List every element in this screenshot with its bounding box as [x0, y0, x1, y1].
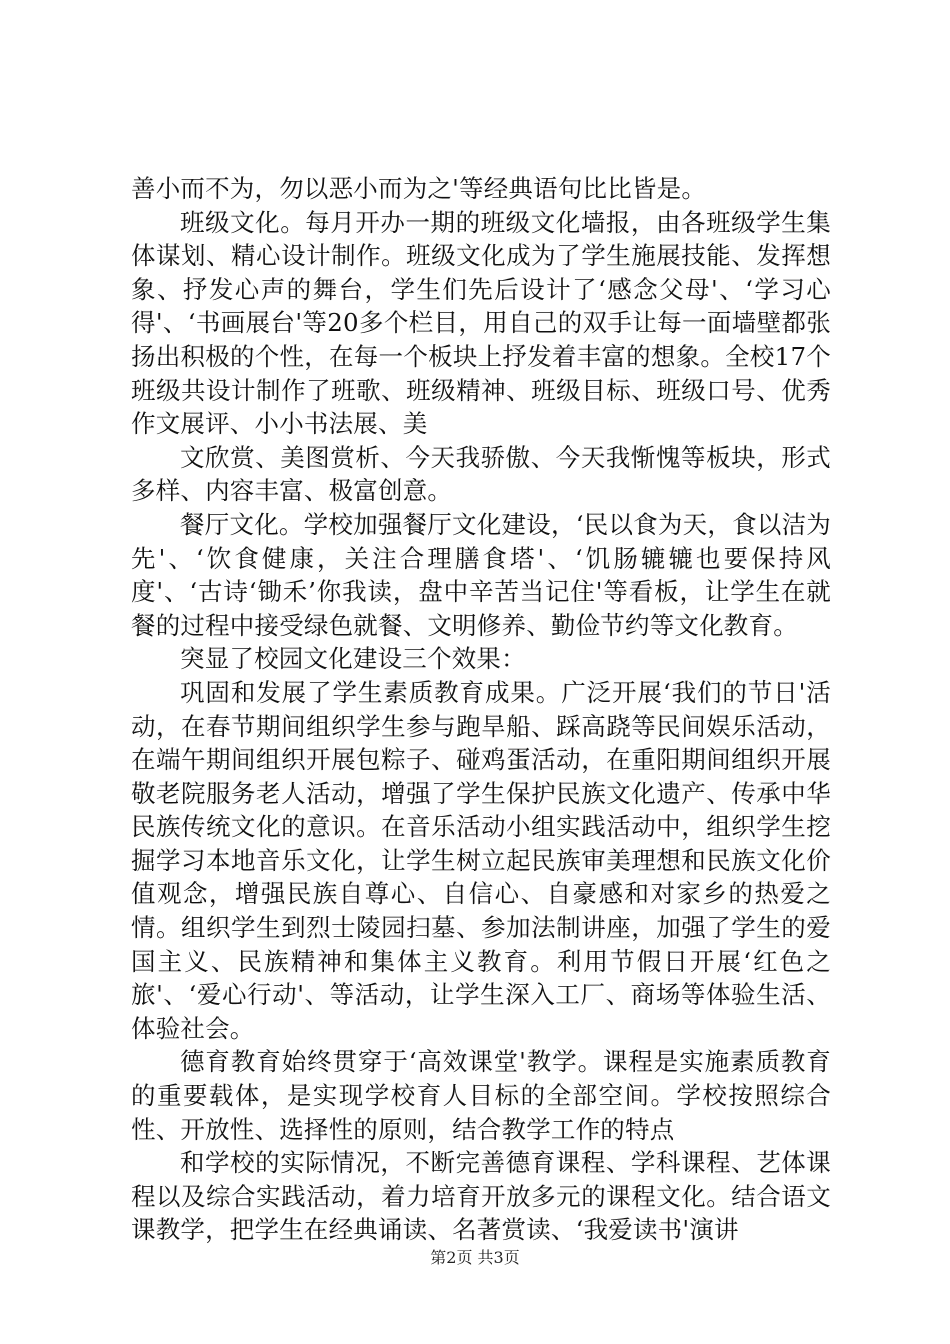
paragraph-moral-education: 德育教育始终贯穿于‘高效课堂'教学。课程是实施素质教育的重要载体，是实现学校育人目标的全部空间。学校按照综合性、开放性、选择性的原则，结合教学工作的特点	[131, 1047, 831, 1144]
page-number-footer: 第2页 共3页	[430, 1248, 520, 1267]
paragraph-class-culture-cont: 文欣赏、美图赏析、今天我骄傲、今天我惭愧等板块，形式多样、内容丰富、极富创意。	[131, 442, 831, 506]
paragraph-three-effects: 突显了校园文化建设三个效果：	[180, 644, 526, 674]
paragraph-canteen-culture: 餐厅文化。学校加强餐厅文化建设，‘民以食为天，食以洁为先'、‘饮食健康，关注合理膳食塔'、‘饥肠辘辘也要保持风度'、‘古诗‘锄禾’你我读，盘中辛苦当记住'等看板，让学生在就餐的过程中接受绿色就餐、文明修养、勤俭节约等文化教育。	[131, 509, 831, 640]
paragraph-curriculum: 和学校的实际情况，不断完善德育课程、学科课程、艺体课程以及综合实践活动，着力培育开放多元的课程文化。结合语文课教学，把学生在经典诵读、名著赏读、‘我爱读书'演讲	[131, 1148, 831, 1245]
paragraph-quality-education: 巩固和发展了学生素质教育成果。广泛开展‘我们的节日'活动，在春节期间组织学生参与跑旱船、踩高跷等民间娱乐活动，在端午期间组织开展包粽子、碰鸡蛋活动，在重阳期间组织开展敬老院服务老人活动，增强了学生保护民族文化遗产、传承中华民族传统文化的意识。在音乐活动小组实践活动中，组织学生挖掘学习本地音乐文化，让学生树立起民族审美理想和民族文化价值观念，增强民族自尊心、自信心、自豪感和对家乡的热爱之情。组织学生到烈士陵园扫墓、参加法制讲座，加强了学生的爱国主义、民族精神和集体主义教育。利用节假日开展‘红色之旅'、‘爱心行动'、等活动，让学生深入工厂、商场等体验生活、体验社会。	[131, 677, 831, 1043]
document-body	[131, 172, 831, 1247]
paragraph-class-culture: 班级文化。每月开办一期的班级文化墙报，由各班级学生集体谋划、精心设计制作。班级文化成为了学生施展技能、发挥想象、抒发心声的舞台，学生们先后设计了‘感念父母'、‘学习心得'、‘书画展台'等20多个栏目，用自己的双手让每一面墙壁都张扬出积极的个性，在每一个板块上抒发着丰富的想象。全校17个班级共设计制作了班歌、班级精神、班级目标、班级口号、优秀作文展评、小小书法展、美	[131, 207, 831, 439]
paragraph-continuation: 善小而不为，勿以恶小而为之'等经典语句比比皆是。	[131, 174, 707, 203]
